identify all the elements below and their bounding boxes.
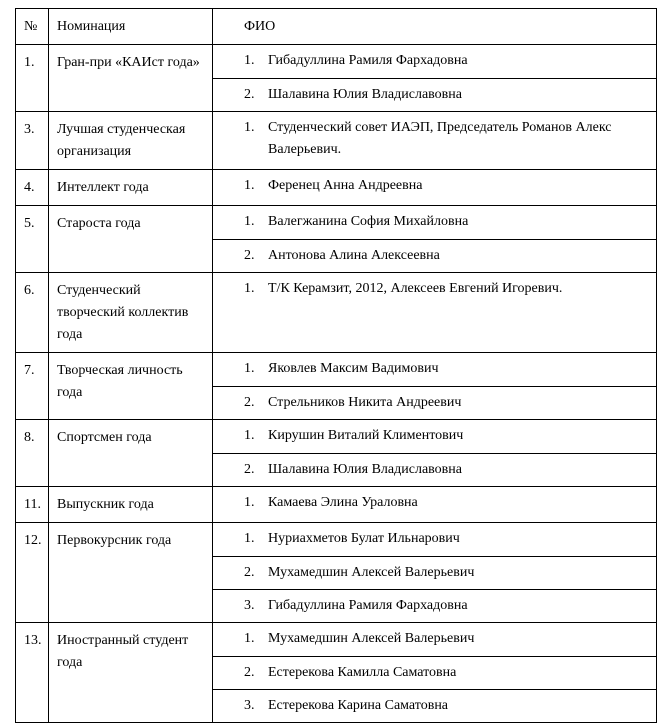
row-nomination-cell	[49, 45, 213, 112]
row-nomination: Творческая личность года	[57, 363, 183, 400]
table-row	[16, 45, 657, 112]
list-item-name: Валегжанина София Михайловна	[268, 214, 469, 229]
list-item-name: Мухамедшин Алексей Валерьевич	[268, 631, 475, 646]
table-row	[16, 487, 657, 523]
row-num-cell	[16, 170, 49, 206]
list-item	[213, 45, 656, 78]
row-nomination: Гран-при «КАИст года»	[57, 55, 200, 70]
header-num-cell	[16, 9, 49, 45]
list-item	[213, 353, 656, 386]
row-num-cell	[16, 112, 49, 170]
row-nomination-cell	[49, 487, 213, 523]
row-names-cell	[213, 45, 657, 112]
list-item	[213, 420, 656, 453]
list-item	[213, 206, 656, 239]
row-num-cell	[16, 623, 49, 723]
list-item-index: 1.	[244, 281, 255, 296]
row-nomination: Староста года	[57, 216, 141, 231]
row-names-cell	[213, 420, 657, 487]
list-item-index: 1.	[244, 428, 255, 443]
list-item-name: Шалавина Юлия Владиславовна	[268, 462, 462, 477]
list-item	[213, 239, 656, 272]
row-names-cell	[213, 273, 657, 353]
table-row	[16, 170, 657, 206]
list-item	[213, 386, 656, 419]
list-item-name: Антонова Алина Алексеевна	[268, 248, 440, 263]
list-item-name: Студенческий совет ИАЭП, Председатель Романов Алекс Валерьевич.	[268, 120, 612, 157]
list-item-index: 2.	[244, 665, 255, 680]
row-names-cell	[213, 487, 657, 523]
row-nomination-cell	[49, 420, 213, 487]
list-item	[213, 656, 656, 689]
table-row	[16, 523, 657, 623]
row-num-cell	[16, 353, 49, 420]
row-nomination-cell	[49, 206, 213, 273]
list-item	[213, 453, 656, 486]
row-nomination-cell	[49, 523, 213, 623]
list-item-name: Ференец Анна Андреевна	[268, 178, 423, 193]
row-num: 8.	[24, 430, 35, 445]
awards-table	[15, 8, 657, 723]
row-num-cell	[16, 487, 49, 523]
row-nomination: Иностранный студент года	[57, 633, 189, 670]
header-row	[16, 9, 657, 45]
header-names-cell	[213, 9, 657, 45]
list-item-name: Естерекова Камилла Саматовна	[268, 665, 457, 680]
list-item-name: Яковлев Максим Вадимович	[268, 361, 439, 376]
row-num: 5.	[24, 216, 35, 231]
list-item-index: 1.	[244, 214, 255, 229]
table-row	[16, 353, 657, 420]
list-item	[213, 689, 656, 722]
list-item	[213, 78, 656, 111]
row-nomination: Первокурсник года	[57, 533, 172, 548]
row-num-cell	[16, 420, 49, 487]
row-num: 13.	[24, 633, 42, 648]
list-item-index: 2.	[244, 248, 255, 263]
list-item	[213, 556, 656, 589]
row-nomination-cell	[49, 170, 213, 206]
row-names-cell	[213, 112, 657, 170]
list-item-name: Кирушин Виталий Климентович	[268, 428, 464, 443]
list-item-index: 3.	[244, 698, 255, 713]
row-nomination: Выпускник года	[57, 497, 154, 512]
list-item-index: 1.	[244, 178, 255, 193]
list-item-index: 1.	[244, 631, 255, 646]
list-item	[213, 112, 656, 166]
list-item-name: Стрельников Никита Андреевич	[268, 395, 462, 410]
row-num-cell	[16, 206, 49, 273]
list-item	[213, 589, 656, 622]
row-nomination-cell	[49, 112, 213, 170]
list-item-index: 2.	[244, 462, 255, 477]
row-num: 12.	[24, 533, 42, 548]
row-nomination-cell	[49, 273, 213, 353]
row-nomination: Интеллект года	[57, 180, 149, 195]
list-item-index: 2.	[244, 565, 255, 580]
list-item-name: Шалавина Юлия Владиславовна	[268, 87, 462, 102]
table-row	[16, 420, 657, 487]
header-nomination: Номинация	[57, 19, 126, 34]
list-item-index: 2.	[244, 395, 255, 410]
row-nomination-cell	[49, 623, 213, 723]
list-item-index: 1.	[244, 361, 255, 376]
row-names-cell	[213, 623, 657, 723]
list-item-name: Гибадуллина Рамиля Фархадовна	[268, 53, 468, 68]
table-row	[16, 112, 657, 170]
list-item	[213, 623, 656, 656]
row-num: 7.	[24, 363, 35, 378]
header-names: ФИО	[244, 19, 276, 34]
list-item-index: 1.	[244, 120, 255, 135]
row-num-cell	[16, 45, 49, 112]
list-item	[213, 170, 656, 203]
list-item-index: 3.	[244, 598, 255, 613]
row-num: 1.	[24, 55, 35, 70]
list-item	[213, 523, 656, 556]
row-num: 6.	[24, 283, 35, 298]
row-num-cell	[16, 523, 49, 623]
table-row	[16, 206, 657, 273]
row-num: 11.	[24, 497, 41, 512]
list-item-name: Естерекова Карина Саматовна	[268, 698, 449, 713]
row-names-cell	[213, 523, 657, 623]
list-item-name: Мухамедшин Алексей Валерьевич	[268, 565, 475, 580]
row-nomination-cell	[49, 353, 213, 420]
list-item-name: Гибадуллина Рамиля Фархадовна	[268, 598, 468, 613]
row-nomination: Спортсмен года	[57, 430, 152, 445]
row-nomination: Лучшая студенческая организация	[57, 122, 186, 159]
row-num-cell	[16, 273, 49, 353]
list-item-name: Камаева Элина Ураловна	[268, 495, 418, 510]
header-num: №	[24, 19, 38, 34]
list-item-name: Нуриахметов Булат Ильнарович	[268, 531, 460, 546]
list-item-name: Т/К Керамзит, 2012, Алексеев Евгений Игоревич.	[268, 281, 563, 296]
list-item	[213, 273, 656, 306]
row-nomination: Студенческий творческий коллектив года	[57, 283, 189, 342]
header-nomination-cell	[49, 9, 213, 45]
row-num: 3.	[24, 122, 35, 137]
table-row	[16, 273, 657, 353]
row-names-cell	[213, 170, 657, 206]
list-item-index: 1.	[244, 495, 255, 510]
list-item-index: 1.	[244, 531, 255, 546]
table-row	[16, 623, 657, 723]
row-names-cell	[213, 353, 657, 420]
row-num: 4.	[24, 180, 35, 195]
row-names-cell	[213, 206, 657, 273]
list-item	[213, 487, 656, 520]
list-item-index: 2.	[244, 87, 255, 102]
list-item-index: 1.	[244, 53, 255, 68]
